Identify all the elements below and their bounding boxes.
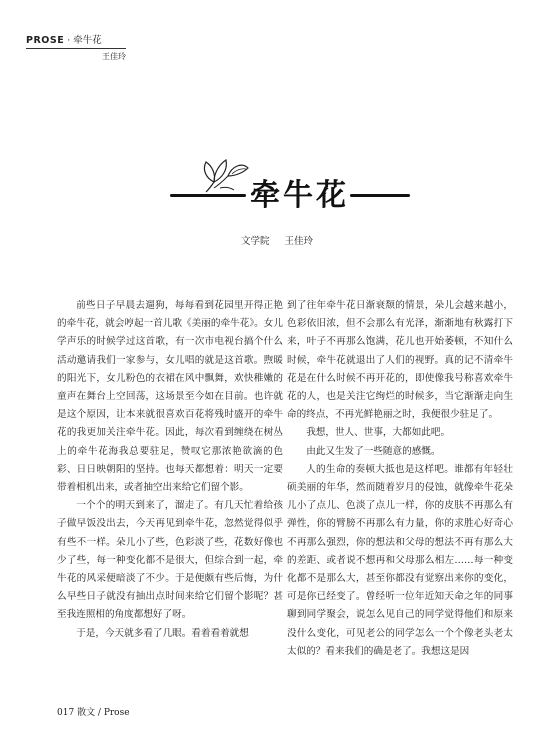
paragraph: 由此又生发了一些随意的感慨。	[306, 445, 441, 457]
paragraph: 一个个的明天到来了，溜走了。有几天忙着给孩子做早饭没出去，今天再见到牵牛花，忽然觉得似乎有些不一样。朵儿小了些，色彩淡了些，花数好像也少了些，每一种变化都不是很大，但综合到一起，牵牛花的风采便暗淡了不少。于是便颇有些后悔，为什么早些日子就没有抽出点时间来给它们留个影呢？甚至我连照相的角度都想好了呀。	[57, 500, 283, 621]
title-rule-left	[170, 194, 246, 197]
header-dot: ·	[67, 35, 71, 46]
paragraph: 于是，今天就多看了几眼。看着看着就想	[76, 627, 249, 639]
paragraph: 前些日子早晨去遛狗，每每看到花园里开得正艳的牵牛花，就会哼起一首儿歌《美丽的牵牛花》。女儿学声乐的时候学过这首歌，有一次市电视台搞个什么活动邀请我们一家参与，女儿唱的就是这首歌。煦暖的阳光下，女儿粉色的衣裙在风中飘舞，欢快稚嫩的童声在舞台上空回荡，这场景至今如在目前。也许就是这个原因，让本来就很喜欢百花将残时盛开的牵牛花的我更加关注牵牛花。因此，每次看到缠绕在树丛上的牵牛花海我总要驻足，赞叹它那浓艳欲滴的色彩、日日映朝阳的坚持。也每天都想着：明天一定要带着相机出来，或者抽空出来给它们留个影。	[57, 300, 283, 494]
byline	[0, 233, 554, 247]
paragraph: 人的生命的奏顿大抵也是这样吧。谁都有年轻壮硕美丽的年华，然而随着岁月的侵蚀，就像牵牛花朵儿小了点儿、色淡了点儿一样，你的皮肤不再那么有弹性，你的臂膀不再那么有力量，你的求胜心好奇心不再那么强烈，你的想法和父母的想法不再有那么大的差距、或者说不想再和父母那么相左……每一种变化都不是那么大，甚至你都没有觉察出来你的变化，可是你已经变了。曾经听一位年近知天命之年的同事聊到同学聚会，说怎么见自己的同学觉得他们和原来没什么变化，可见老公的同学怎么一个个像老头老太太似的？看来我们的确是老了。我想这是因	[287, 463, 513, 657]
title-block	[170, 148, 410, 213]
morning-glory-icon	[192, 148, 252, 194]
article-title: 牵牛花	[250, 178, 349, 213]
page-number: 017	[57, 708, 75, 718]
left-column	[57, 297, 283, 643]
paragraph: 我想，世人、世事，大都如此吧。	[306, 427, 451, 439]
header-rule	[26, 48, 126, 49]
page-footer	[57, 705, 130, 718]
magazine-name: 散文 / Prose	[77, 708, 130, 718]
byline-school: 文学院	[240, 236, 270, 247]
byline-author: 王佳玲	[284, 236, 314, 247]
paragraph-continued: 到了往年牵牛花日渐衰颓的情景，朵儿会越来越小，色彩依旧浓，但不会那么有光泽，渐渐地有秋露打下来，叶子不再那么饱满，花儿也开始萎顿，不知什么时候，牵牛花就退出了人们的视野。真的记不清牵牛花是在什么时候不再开花的，即使像我号称喜欢牵牛花的人，也是关注它绚烂的时候多，当它渐渐走向生命的终点，不再光鲜艳丽之时，我便很少驻足了。	[287, 300, 513, 421]
header-line	[26, 35, 206, 46]
header-title: 牵牛花	[73, 35, 102, 46]
right-column	[287, 297, 513, 661]
header-author: 王佳玲	[102, 52, 126, 61]
running-header	[26, 35, 206, 62]
title-rule-right	[350, 194, 410, 197]
section-label: PROSE	[26, 35, 65, 46]
